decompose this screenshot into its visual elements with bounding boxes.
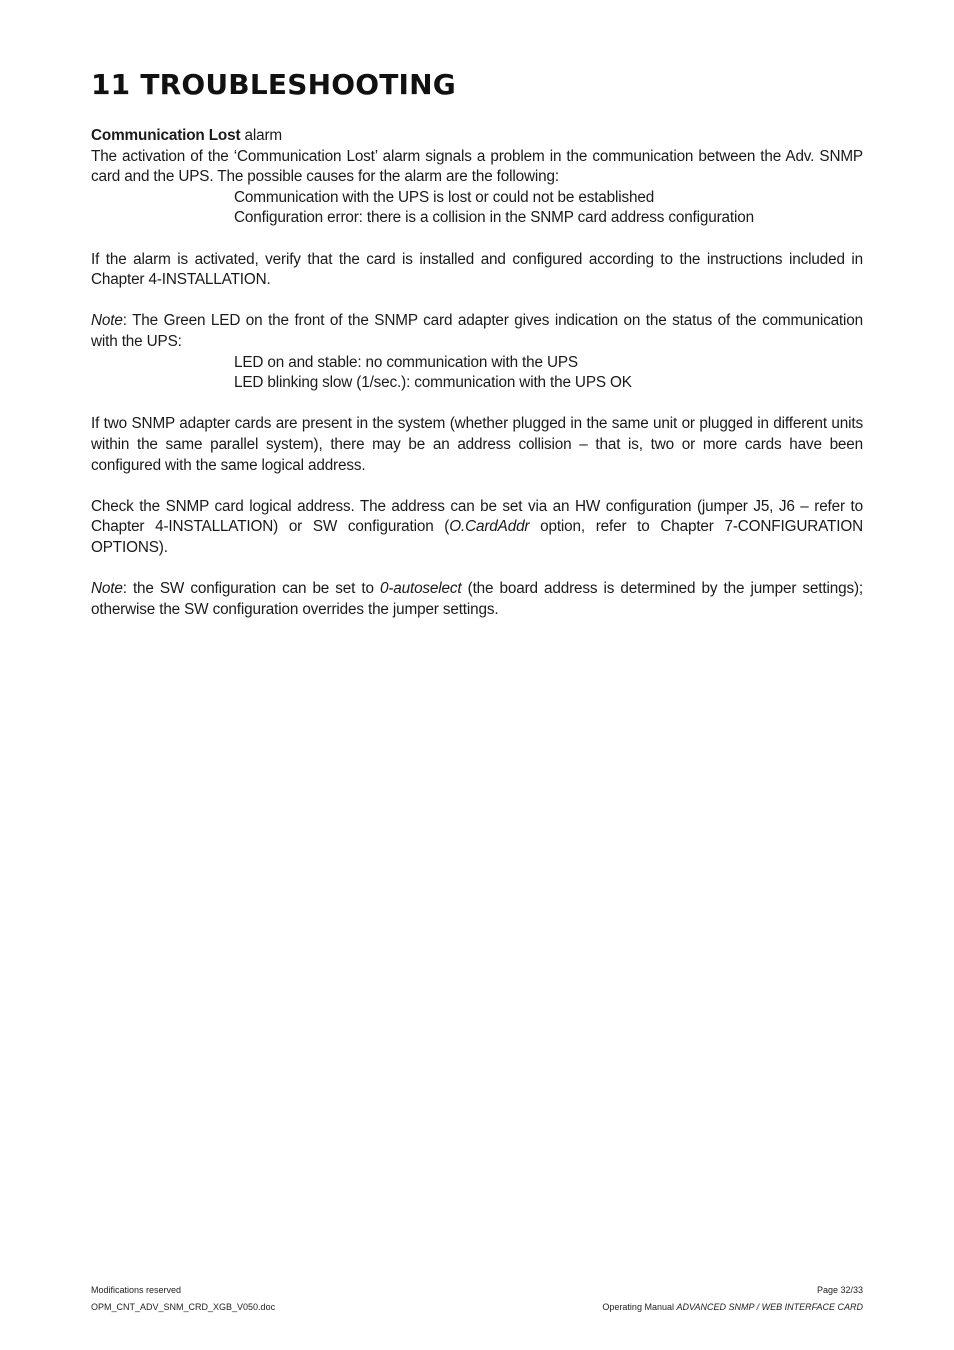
spacer [91,229,863,250]
manual-product: ADVANCED SNMP / WEB INTERFACE CARD [676,1302,863,1312]
option-name: O.CardAddr [449,518,530,536]
footer-page-number: Page 32/33 [816,1285,863,1295]
footer-top [91,1284,863,1296]
document-body [91,126,863,620]
option-value: 0-autoselect [379,580,462,598]
paragraph-verify: If the alarm is activated, verify that the card is installed and configured according to the instructions included in Chapter 4-INSTALLATION. [91,250,863,289]
spacer [91,291,863,312]
footer-manual-title [602,1301,863,1313]
spacer [91,558,863,579]
cause-item: Configuration error: there is a collision in the SNMP card address configuration [234,209,754,227]
footer-modifications: Modifications reserved [91,1285,182,1295]
note-label: Note [91,580,123,598]
note-sw-config [91,579,863,620]
spacer [91,394,863,415]
paragraph-intro: The activation of the ‘Communication Lost’ alarm signals a problem in the communication between the Adv. SNMP card and the UPS. The possible causes for the alarm are the following: [91,147,863,186]
led-state-item: LED blinking slow (1/sec.): communication with the UPS OK [234,374,632,392]
note-led [91,311,863,352]
section-heading-bold: Communication Lost [91,127,241,144]
note-text: : The Green LED on the front of the SNMP card adapter gives indication on the status of the communication with the UPS: [91,312,863,350]
note-label: Note [91,312,123,330]
cause-item: Communication with the UPS is lost or could not be established [234,188,655,206]
manual-label: Operating Manual [602,1302,677,1312]
text-fragment: (the board address is determined by the jumper settings); otherwise the SW configuration overrides the jumper settings. [91,580,863,618]
text-fragment: : the SW configuration can be set to [122,580,380,598]
footer-filename: OPM_CNT_ADV_SNM_CRD_XGB_V050.doc [91,1302,276,1312]
paragraph-check-address [91,497,863,559]
paragraph-collision: If two SNMP adapter cards are present in the system (whether plugged in the same unit or plugged in different units within the same parallel system), there may be an address collision – that is, two or more cards have been configured with the same logical address. [91,415,863,474]
section-heading [91,126,863,147]
section-heading-rest: alarm [240,127,283,144]
chapter-title: 11 TROUBLESHOOTING [91,68,456,101]
footer-bottom [91,1301,863,1313]
spacer [91,476,863,497]
text-fragment: option, refer to Chapter 7-CONFIGURATION OPTIONS). [91,518,863,556]
led-state-item: LED on and stable: no communication with the UPS [234,353,578,371]
text-fragment: Check the SNMP card logical address. The address can be set via an HW configuration (jumper J5, J6 – refer to Chapter 4-INSTALLATION) or SW configuration ( [91,497,863,536]
